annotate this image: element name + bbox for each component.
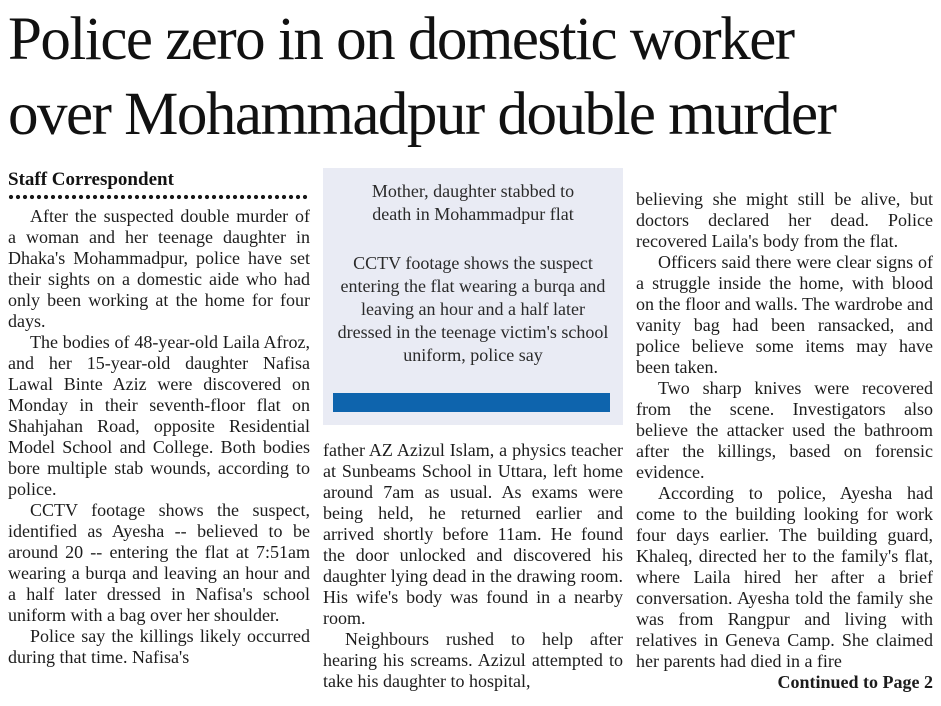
byline-dotted-divider xyxy=(8,193,310,201)
headline xyxy=(8,0,933,152)
summary-box-heading: Mother, daughter stabbed to death in Mohammadpur flat xyxy=(371,181,575,224)
paragraph: father AZ Azizul Islam, a physics teacher at Sunbeams School in Uttara, left home around 7am as usual. As exams were being held, he returned earlier and arrived shortly before 11am. He found the door unlocked and discovered his daughter lying dead in the drawing room. His wife's body was found in a nearby room. xyxy=(323,440,623,628)
article-columns xyxy=(8,168,933,693)
column-right xyxy=(636,168,933,693)
right-column-text xyxy=(636,189,933,693)
column-middle xyxy=(323,168,623,693)
continued-to-page-note: Continued to Page 2 xyxy=(777,672,933,692)
summary-box-body: CCTV footage shows the suspect entering the flat wearing a burqa and leaving an hour and a half later dressed in the teenage victim's school uniform, police say xyxy=(337,253,609,365)
byline: Staff Correspondent xyxy=(8,169,174,190)
paragraph: CCTV footage shows the suspect, identified as Ayesha -- believed to be around 20 -- entering the flat at 7:51am wearing a burqa and leaving an hour and a half later dressed in Nafisa's school uniform with a bag over her shoulder. xyxy=(8,500,310,625)
summary-box xyxy=(323,168,623,425)
summary-box-blue-bar xyxy=(333,393,610,412)
headline-line-2: over Mohammadpur double murder xyxy=(8,81,836,148)
paragraph: According to police, Ayesha had come to the building looking for work four days earlier. The building guard, Khaleq, directed her to the family's flat, where Laila hired her after a brief conversation. Ayesha told the family she was from Rangpur and living with relatives in Geneva Camp. She claimed her parents had died in a fire xyxy=(636,483,933,671)
paragraph: believing she might still be alive, but doctors declared her dead. Police recovered Laila's body from the flat. xyxy=(636,189,933,251)
middle-column-text xyxy=(323,440,623,692)
left-column-text xyxy=(8,206,310,668)
paragraph: Two sharp knives were recovered from the scene. Investigators also believe the attacker used the bathroom after the killings, based on forensic evidence. xyxy=(636,378,933,482)
paragraph: Police say the killings likely occurred during that time. Nafisa's xyxy=(8,626,310,667)
paragraph: The bodies of 48-year-old Laila Afroz, and her 15-year-old daughter Nafisa Lawal Binte Aziz were discovered on Monday in their seventh-floor flat on Shahjahan Road, opposite Residential Model School and College. Both bodies bore multiple stab wounds, according to police. xyxy=(8,332,310,499)
headline-line-1: Police zero in on domestic worker xyxy=(8,6,794,73)
column-left xyxy=(8,168,310,693)
paragraph: Neighbours rushed to help after hearing his screams. Azizul attempted to take his daughter to hospital, xyxy=(323,629,623,691)
paragraph: Officers said there were clear signs of a struggle inside the home, with blood on the floor and walls. The wardrobe and vanity bag had been ransacked, and police believe some items may have been taken. xyxy=(636,252,933,377)
paragraph: After the suspected double murder of a woman and her teenage daughter in Dhaka's Mohammadpur, police have set their sights on a domestic aide who had only been working at the home for four days. xyxy=(8,206,310,331)
